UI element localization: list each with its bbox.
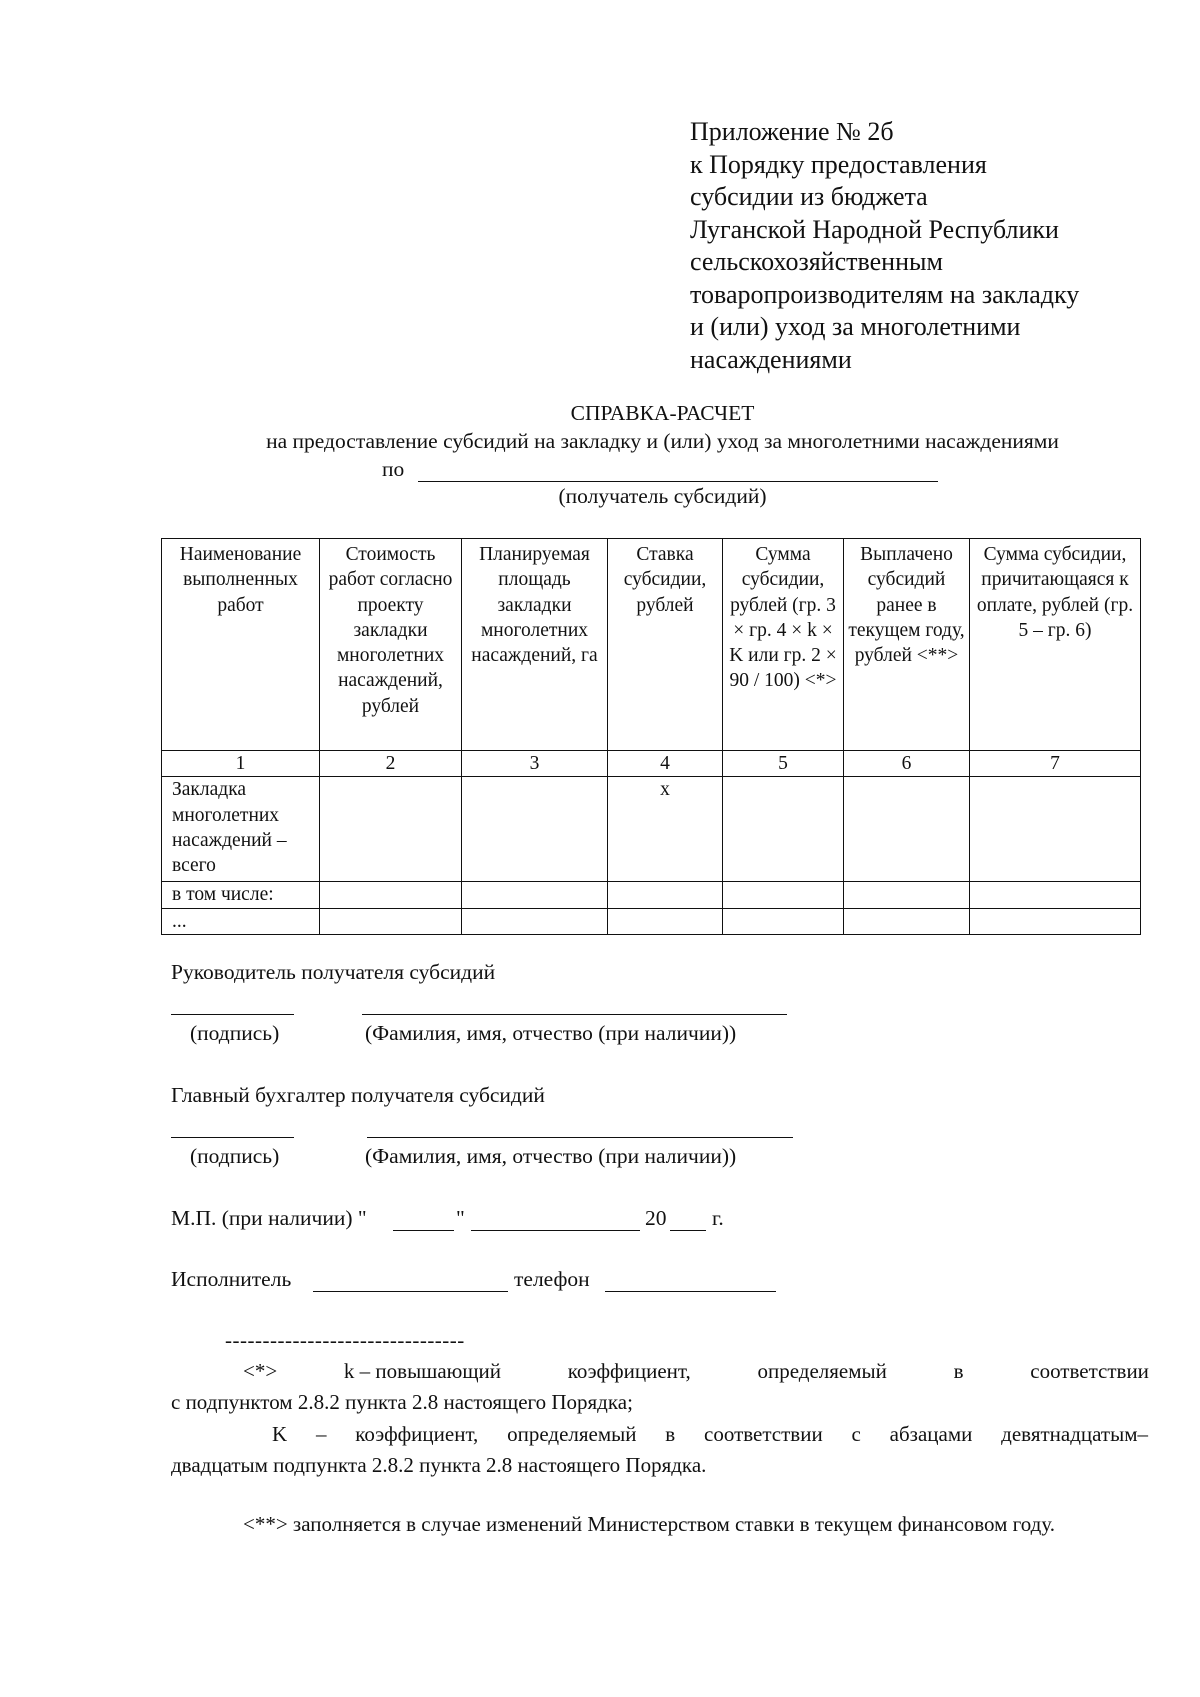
- footnote-2-line-1: K – коэффициент, определяемый в соответствии с абзацами девятнадцатым–: [272, 1422, 1148, 1446]
- head-name-caption: (Фамилия, имя, отчество (при наличии)): [365, 1021, 737, 1045]
- year-fill-line[interactable]: [670, 1230, 706, 1231]
- table-cell[interactable]: [462, 908, 608, 934]
- head-signature-caption: (подпись): [190, 1021, 280, 1045]
- appendix-line: Приложение № 2б: [690, 117, 894, 146]
- footnote-word: в: [953, 1359, 964, 1383]
- appendix-line: и (или) уход за многолетними: [690, 312, 1021, 341]
- column-number: 4: [608, 751, 723, 777]
- column-header: Сумма субсидии, рублей (гр. 3 × гр. 4 × k × K или гр. 2 × 90 / 100) <*>: [723, 539, 844, 751]
- appendix-line: сельскохозяйственным: [690, 247, 943, 276]
- year-prefix: 20: [645, 1206, 667, 1230]
- appendix-line: товаропроизводителям на закладку: [690, 279, 1080, 309]
- table-cell[interactable]: [844, 908, 970, 934]
- footnote-2-line-2: двадцатым подпункта 2.8.2 пункта 2.8 настоящего Порядка.: [171, 1453, 707, 1477]
- footnote-1-line-1: [243, 1356, 1149, 1387]
- appendix-line: субсидии из бюджета: [690, 182, 928, 211]
- year-suffix: г.: [712, 1206, 724, 1230]
- column-header: Выплачено субсидий ранее в текущем году, рублей <**>: [844, 539, 970, 751]
- column-number: 5: [723, 751, 844, 777]
- table-row: [162, 908, 1141, 934]
- footnote-separator: --------------------------------: [225, 1328, 465, 1352]
- column-header: Наименование выполненных работ: [162, 539, 320, 751]
- day-fill-line[interactable]: [393, 1230, 454, 1231]
- appendix-line: насаждениями: [690, 344, 852, 374]
- footnote-word: <*>: [243, 1359, 278, 1383]
- column-number-row: [162, 751, 1141, 777]
- table-cell[interactable]: [462, 882, 608, 908]
- executor-fill-line[interactable]: [313, 1291, 508, 1292]
- footnote-word: коэффициент,: [567, 1359, 691, 1383]
- mp-quote-close: ": [456, 1206, 465, 1230]
- executor-label: Исполнитель: [171, 1267, 292, 1291]
- column-number: 6: [844, 751, 970, 777]
- table-cell[interactable]: [320, 908, 462, 934]
- head-signature-line[interactable]: [171, 1014, 294, 1015]
- accountant-title: Главный бухгалтер получателя субсидий: [171, 1083, 545, 1107]
- column-header: Стоимость работ согласно проекту закладки многолетних насаждений, рублей: [320, 539, 462, 751]
- appendix-line: Луганской Народной Республики: [690, 214, 1059, 244]
- column-number: 3: [462, 751, 608, 777]
- footnote-3: <**> заполняется в случае изменений Министерством ставки в текущем финансовом году.: [243, 1512, 1055, 1536]
- table-cell: Закладка многолетних насаждений – всего: [162, 777, 320, 882]
- table-cell[interactable]: [970, 777, 1141, 882]
- table-cell[interactable]: [608, 882, 723, 908]
- accountant-signature-line[interactable]: [171, 1137, 294, 1138]
- column-number: 7: [970, 751, 1141, 777]
- recipient-caption: (получатель субсидий): [558, 484, 767, 508]
- appendix-block: [690, 116, 1170, 376]
- table-header-row: [162, 539, 1141, 751]
- table-cell: ...: [162, 908, 320, 934]
- column-header: Планируемая площадь закладки многолетних насаждений, га: [462, 539, 608, 751]
- column-header: Ставка субсидии, рублей: [608, 539, 723, 751]
- table-row: [162, 777, 1141, 882]
- head-name-line[interactable]: [362, 1014, 787, 1015]
- table-cell[interactable]: [320, 882, 462, 908]
- appendix-line: к Порядку предоставления: [690, 149, 987, 179]
- table-cell: в том числе:: [162, 882, 320, 908]
- footnote-word: определяемый: [757, 1359, 887, 1383]
- table-cell[interactable]: [723, 882, 844, 908]
- table-cell[interactable]: [844, 882, 970, 908]
- table-cell[interactable]: [723, 777, 844, 882]
- recipient-fill-line[interactable]: [418, 481, 938, 482]
- footnote-1-line-2: с подпунктом 2.8.2 пункта 2.8 настоящего Порядка;: [171, 1390, 633, 1414]
- accountant-name-line[interactable]: [367, 1137, 793, 1138]
- document-subtitle: на предоставление субсидий на закладку и (или) уход за многолетними насаждениями: [266, 429, 1059, 453]
- month-fill-line[interactable]: [471, 1230, 640, 1231]
- accountant-name-caption: (Фамилия, имя, отчество (при наличии)): [365, 1144, 737, 1168]
- calculation-table: [161, 538, 1141, 935]
- table-cell[interactable]: [608, 908, 723, 934]
- head-title: Руководитель получателя субсидий: [171, 960, 496, 984]
- table-cell[interactable]: [970, 908, 1141, 934]
- mp-label: М.П. (при наличии) ": [171, 1206, 367, 1230]
- table-cell[interactable]: [462, 777, 608, 882]
- document-title: СПРАВКА-РАСЧЕТ: [570, 401, 755, 425]
- table-cell[interactable]: [844, 777, 970, 882]
- table-cell[interactable]: [970, 882, 1141, 908]
- accountant-signature-caption: (подпись): [190, 1144, 280, 1168]
- column-number: 1: [162, 751, 320, 777]
- po-label: по: [382, 457, 405, 481]
- table-cell[interactable]: [723, 908, 844, 934]
- table-cell: х: [608, 777, 723, 882]
- table-cell[interactable]: [320, 777, 462, 882]
- phone-label: телефон: [514, 1267, 590, 1291]
- column-number: 2: [320, 751, 462, 777]
- footnote-word: k – повышающий: [343, 1359, 502, 1383]
- table-row: [162, 882, 1141, 908]
- phone-fill-line[interactable]: [605, 1291, 776, 1292]
- footnote-word: соответствии: [1030, 1359, 1149, 1383]
- column-header: Сумма субсидии, причитающаяся к оплате, рублей (гр. 5 – гр. 6): [970, 539, 1141, 751]
